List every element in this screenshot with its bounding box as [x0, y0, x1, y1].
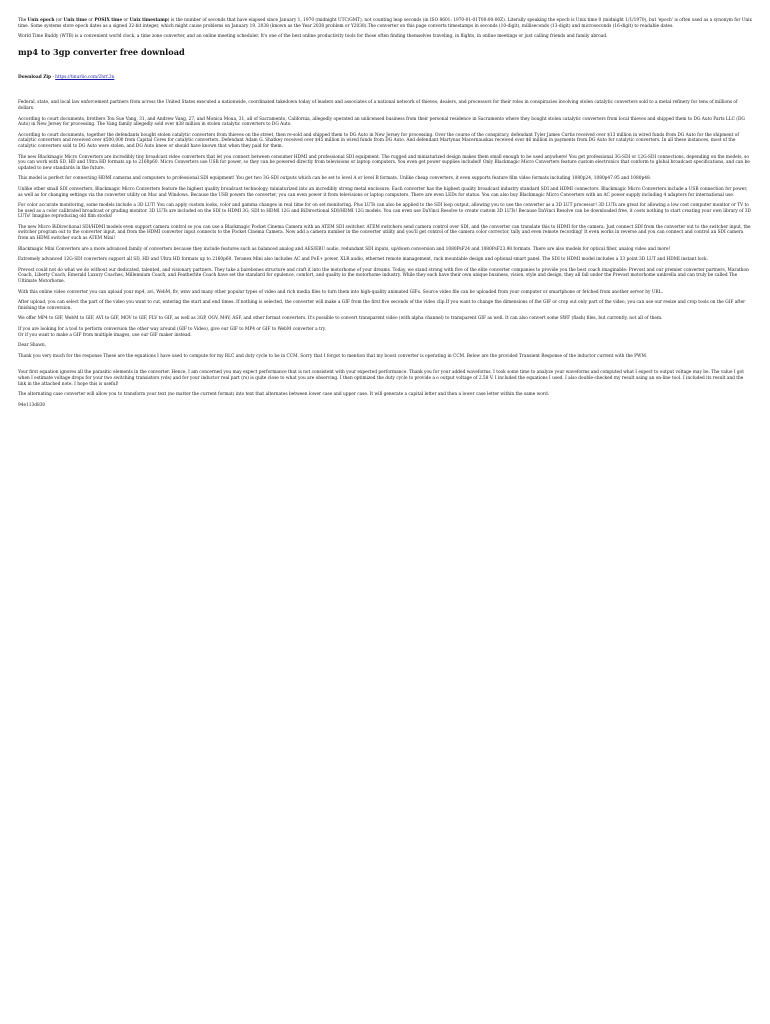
footer-code: 94e113d830: [18, 402, 46, 408]
term-unix-time: Unix time: [63, 18, 87, 23]
letter-greeting: Dear Shawn,: [18, 343, 47, 349]
body-paragraph: With this online video converter you can upload your mp4, avi, WebM, flv, wmv and many other popular types of video and rich media files to turn them into high-quality animated GIFs. Source video file can be uploaded from your computer or smartphone or fetched from another server by URL.: [18, 289, 663, 295]
download-link[interactable]: https://tinurlio.com/2hrf.3n: [55, 74, 115, 80]
body-paragraph: We offer MP4 to GIF, WebM to GIF, AVI to GIF, MOV to GIF, FLV to GIF, as well as 3GP, OGV, M4V, ASF, and other format converters. It's possible to convert transparent video (with alpha channel) to transparent GIF as well. It can also convert some SWF (flash) files, but currently, not all of them.: [18, 316, 663, 322]
body-paragraph: For color accurate monitoring, some models include a 3D LUT! You can apply custom looks, color and gamma changes in real time for on set monitoring. Plus LUTs can also be applied to the SDI loop output, allowing you to use the converter as a 3D LUT processor! 3D LUTs are great for allowing a low cost computer monitor or TV to be used as a color calibrated broadcast or grading monitor. 3D LUTs are included on the SDI to HDMI 3G, SDI to HDMI 12G and BiDirectional SDI/HDMI 12G models. You can even use DaVinci Resolve to create custom 3D LUTs! Because DaVinci Resolve can be downloaded free, it costs nothing to start creating your own library of 3D LUTs! Imagine reproducing old film stocks!: [18, 203, 751, 220]
intro-text: The: [18, 18, 28, 23]
term-posix-time: POSIX time: [94, 18, 123, 23]
intro-text: or: [122, 18, 130, 23]
download-label: Download Zip: [18, 74, 51, 80]
closing-line-1: If you are looking for a tool to perform conversion the other way around (GIF to Video), give our GIF to MP4 or GIF to WebM converter a try.: [18, 327, 327, 332]
intro-paragraph-epoch: [18, 18, 752, 29]
body-paragraph: After upload, you can select the part of the video you want to cut, entering the start and end times. If nothing is selected, the converter will make a GIF from the first five seconds of the video clip.If you want to change the dimensions of the GIF or crop out only part of the video, you can use our resize and crop tools on the GIF after finishing the conversion.: [18, 300, 746, 311]
intro-text: ) is the number of seconds that have elapsed since January 1, 1970 (midnight UTC/GMT), not counting leap seconds (in ISO 8601: 1970-01-01T00:00:00Z). Literally speaking the epoch is Unix time 0 (midnight 1/1/1970), but 'epoch' is often used as a synonym for Unix time. Some systems store epoch dates as a signed 32-bit integer, which might cause problems on January 19, 2038 (known as the Year 2038 problem or Y2038).The converter on this page converts timestamps in seconds (10-digit), milliseconds (13-digit) and microseconds (16-digit) to readable dates.: [18, 18, 752, 29]
body-paragraph: The new Micro BiDirectional SDI/HDMI models even support camera control so you can use a Blackmagic Pocket Cinema Camera with an ATEM SDI switcher. ATEM switchers send camera control over SDI, and the converter can translate this to HDMI for the camera. Just connect SDI from the converter out to the switcher input, the switcher program out to the converter input, and from the HDMI converter input connects to the Pocket Cinema Camera. Now add a camera number in the converter utility and you'll get control of the camera color corrector, tally and even remote recording! It even works in reverse and you can connect and control an SDI camera from an HDMI switcher such as ATEM Mini!: [18, 224, 751, 242]
body-paragraph: Blackmagic Mini Converters are a more advanced family of converters because they include features such as balanced analog and AES/EBU audio, redundant SDI inputs, up/down conversion and 1080PsF24 and 1080PsF23.98 formats. There are also models for optical fiber, analog video and more!: [18, 246, 671, 252]
body-paragraph: This model is perfect for connecting HDMI cameras and computers to professional SDI equipment! You get two 3G-SDI outputs which can be set to level A or level B formats. Unlike cheap converters, it even supports feature film video formats including 1080p24, 1080p47.95 and 1080p48.: [18, 176, 652, 182]
document-page: [18, 18, 752, 413]
download-separator: -: [50, 74, 56, 80]
term-unix-epoch: Unix epoch: [27, 18, 55, 23]
letter-paragraph: The alternating case converter will allow you to transform your text (no matter the current format) into text that alternates between lower case and upper case. It will generate a capital letter and then a lower case letter within the same word.: [18, 392, 550, 398]
body-paragraph: The new Blackmagic Micro Converters are incredibly tiny broadcast video converters that let you connect between consumer HDMI and professional SDI equipment. The rugged and miniaturized design makes them small enough to be used anywhere! You get professional 3G-SDI or 12G-SDI connections, depending on the models, so you can work with SD, HD and Ultra HD formats up to 2160p60. Micro Converters use USB for power, so they can be powered directly from televisions or laptop computers. You even get power supplies included! Only Blackmagic Micro Converters feature custom electronics that conform to global broadcast specifications, and can be updated to new standards in the future.: [18, 154, 750, 171]
body-paragraph: Federal, state, and local law enforcement partners from across the United States executed a nationwide, coordinated takedown today of leaders and associates of a national network of thieves, dealers, and processors for their roles in conspiracies involving stolen catalytic converters sold to a metal refinery for tens of millions of dollars.: [18, 100, 738, 111]
intro-text: (or: [54, 18, 64, 23]
body-paragraph: Extremely advanced 12G-SDI converters support all SD, HD and Ultra HD formats up to 2160p60. Teranex Mini also includes AC and PoE+ power, XLR audio, ethernet remote management, rack mountable design and optional smart panel. The SDI to HDMI model includes a 33 point 3D LUT and HDMI instant lock.: [18, 257, 708, 263]
intro-paragraph-wtb: World Time Buddy (WTB) is a convenient world clock, a time zone converter, and an online meeting scheduler. It's one of the best online productivity tools for those often finding themselves traveling, in flights, in online meetings or just calling friends and family abroad.: [18, 34, 608, 40]
spacer: [18, 80, 752, 100]
body-paragraph: According to court documents, brothers Tou Sue Vang, 31, and Andrew Vang, 27, and Monica Moua, 31, all of Sacramento, California, allegedly operated an unlicensed business from their personal residence in Sacramento where they bought stolen catalytic converters from local thieves and shipped them to DG Auto Parts LLC (DG Auto) in New Jersey for processing. The Vang family allegedly sold over $38 million in stolen catalytic converters to DG Auto.: [18, 116, 745, 128]
closing-line-2: Or if you want to make a GIF from multiple images, use our GIF maker instead.: [18, 332, 192, 338]
letter-paragraph: Thank you very much for the response These are the equations I have used to compute for my RLC and duty cycle to be in CCM. Sorry that I forgot to mention that my boost converter is operating in CCM. Below are the provided Transient Response of the inductor current with the PWM.: [18, 353, 648, 359]
term-unix-timestamp: Unix timestamp: [129, 18, 168, 23]
body-paragraph: Prevost could not do what we do without our dedicated, talented, and visionary partners. They take a barebones structure and craft it into the motorhome of your dreams. Today, we stand strong with five of the elite converter companies to provide you the best coach imaginable: Prevost and our premier converter partners, Marathon Coach, Liberty Coach, Emerald Luxury Coaches, Millennium Coach, and Featherlite Coach have set the standard for opulence, comfort, and quality in the motorhome industry. While they each have their own unique business, vision, style and design, they all fall under the Prevost motorhome umbrella and can truly be called The Ultimate Motorhome.: [18, 267, 749, 285]
body-paragraph: Unlike other small SDI converters, Blackmagic Micro Converters feature the highest quality broadcast technology, miniaturized into an incredibly strong metal enclosure. Each converter has the highest quality broadcast industry standard SDI and HDMI connectors. Blackmagic Micro Converters include a USB connection for power, as well as for changing settings via the converter utility on Mac and Windows. Because the USB powers the converter, you can even power it from televisions or laptop computers. There are even LEDs for status. You can also buy Blackmagic Micro Converters with an AC power supply including 4 adapters for international use.: [18, 186, 748, 198]
letter-paragraph: Your first equation ignores all the parasitic elements in the converter. Hence, I am concerned you may expect performance that is not consistent with your expected performance. Thank you for your added waveforms. I took some time to analyze your waveforms and computed what I expect to output voltage may be. The value I got when I estimate voltage drops for your two switching transistors (vds) and for your inductor real part (rs) is quite close to what you are observing. I then optimized the duty cycle to provide a o output voltage of 2.58 V. I included the equations I used. I also double-checked my result using an on-line tool. I included its result and the link in the attached note. I hope this is useful!: [18, 370, 744, 387]
intro-text: or: [86, 18, 95, 23]
page-title: mp4 to 3gp converter free download: [18, 46, 185, 57]
body-paragraph: According to court documents, together the defendants bought stolen catalytic converters from thieves on the street, then re-sold and shipped them to DG Auto in New Jersey for processing. Over the course of the conspiracy, defendant Tyler James Curtis received over $13 million in wired funds from DG Auto for the shipment of catalytic converters and received over $500,000 from Capital Cores for catalytic converters. Defendant Adam G. Shatkey received over $45 million in wired funds from DG Auto. And defendant Martynas Macernauskas received over $6 million in payments from DG Auto for catalytic converters. In all these instances, most of the catalytic converters sold to DG Auto were stolen, and DG Auto knew or should have known that when they paid for them.: [18, 132, 739, 149]
